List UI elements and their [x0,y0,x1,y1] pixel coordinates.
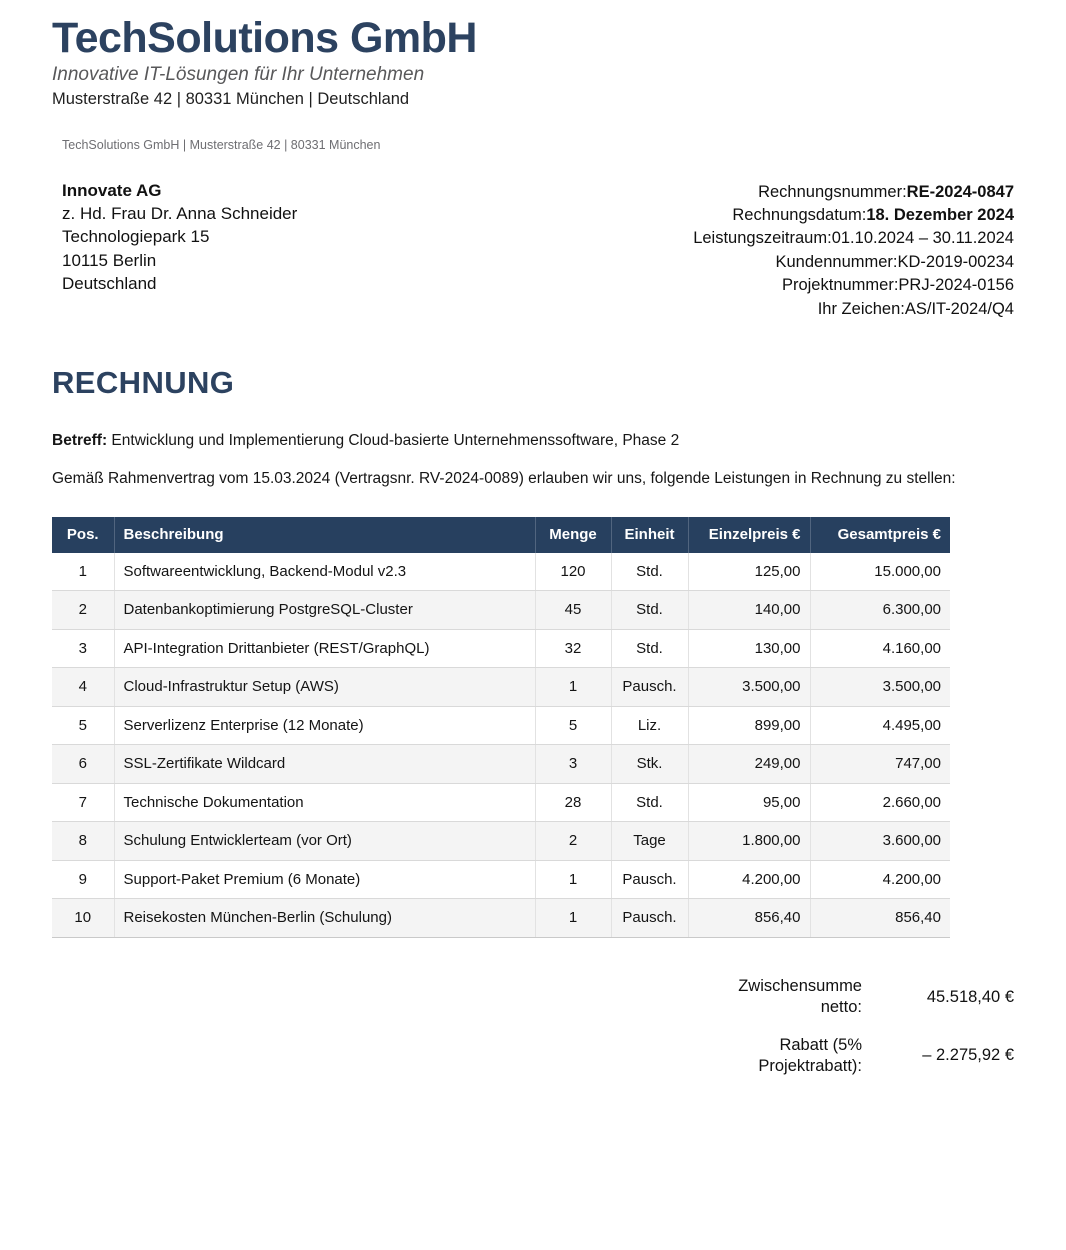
cell-quantity: 3 [535,745,611,784]
table-row [52,553,950,591]
recipient-country: Deutschland [62,274,157,294]
address-and-meta-block [52,179,1014,322]
cell-description: Schulung Entwicklerteam (vor Ort) [114,822,535,861]
cell-unit-price: 3.500,00 [688,668,810,707]
subject-label: Betreff: [52,432,108,450]
cell-unit: Std. [611,553,688,591]
cell-quantity: 5 [535,706,611,745]
cell-total: 747,00 [810,745,950,784]
cell-quantity: 45 [535,591,611,630]
meta-your-reference [693,298,1014,321]
table-row [52,629,950,668]
meta-project-number [693,274,1014,297]
column-header-unit: Einheit [611,517,688,553]
cell-total: 6.300,00 [810,591,950,630]
cell-unit: Std. [611,591,688,630]
cell-unit-price: 4.200,00 [688,860,810,899]
column-header-quantity: Menge [535,517,611,553]
column-header-description: Beschreibung [114,517,535,553]
cell-pos: 7 [52,783,114,822]
cell-description: Support-Paket Premium (6 Monate) [114,860,535,899]
cell-unit-price: 140,00 [688,591,810,630]
meta-customer-number [693,251,1014,274]
cell-quantity: 120 [535,553,611,591]
table-row [52,668,950,707]
recipient-name: Innovate AG [62,180,162,200]
cell-description: Technische Dokumentation [114,783,535,822]
meta-your-reference-value: AS/IT-2024/Q4 [904,299,1014,318]
table-row [52,591,950,630]
cell-unit: Pausch. [611,899,688,938]
company-name: TechSolutions GmbH [52,14,477,62]
meta-customer-number-label: Kundennummer: [775,252,898,271]
cell-total: 2.660,00 [810,783,950,822]
cell-pos: 3 [52,629,114,668]
cell-unit: Pausch. [611,860,688,899]
cell-total: 856,40 [810,899,950,938]
cell-description: Reisekosten München-Berlin (Schulung) [114,899,535,938]
totals-row-subtotal [738,968,1014,1027]
cell-total: 4.200,00 [810,860,950,899]
recipient-street: Technologiepark 15 [62,227,210,247]
cell-description: Datenbankoptimierung PostgreSQL-Cluster [114,591,535,630]
cell-unit-price: 899,00 [688,706,810,745]
cell-pos: 8 [52,822,114,861]
totals-value-subtotal: 45.518,40 € [926,987,1014,1006]
meta-project-number-value: PRJ-2024-0156 [898,276,1014,295]
cell-pos: 2 [52,591,114,630]
cell-quantity: 32 [535,629,611,668]
cell-total: 4.495,00 [810,706,950,745]
cell-quantity: 1 [535,860,611,899]
cell-quantity: 28 [535,783,611,822]
cell-unit: Liz. [611,706,688,745]
column-header-total-price: Gesamtpreis € [810,517,950,553]
cell-unit-price: 856,40 [688,899,810,938]
page-title: RECHNUNG [52,365,235,401]
meta-customer-number-value: KD-2019-00234 [897,252,1014,271]
table-header-row [52,517,950,553]
meta-your-reference-label: Ihr Zeichen: [817,299,905,318]
column-header-pos: Pos. [52,517,114,553]
cell-description: API-Integration Drittanbieter (REST/GraphQL) [114,629,535,668]
line-items-body [52,553,950,938]
cell-unit-price: 125,00 [688,553,810,591]
subject-line [52,431,1014,452]
cell-description: Softwareentwicklung, Backend-Modul v2.3 [114,553,535,591]
cell-quantity: 1 [535,899,611,938]
table-row [52,783,950,822]
totals-label-subtotal: Zwischensumme netto: [738,976,862,1017]
totals-table [738,968,1014,1086]
cell-pos: 6 [52,745,114,784]
meta-invoice-date-label: Rechnungsdatum: [732,206,867,224]
cell-unit: Std. [611,629,688,668]
cell-pos: 4 [52,668,114,707]
meta-service-period [693,227,1014,250]
cell-pos: 9 [52,860,114,899]
totals-label-discount: Rabatt (5% Projektrabatt): [758,1035,862,1076]
totals-row-discount [738,1027,1014,1086]
table-row [52,822,950,861]
meta-invoice-date [693,204,1014,227]
cell-pos: 10 [52,899,114,938]
cell-unit: Tage [611,822,688,861]
line-items-table [52,517,950,938]
cell-quantity: 1 [535,668,611,707]
cell-unit-price: 130,00 [688,629,810,668]
cell-total: 3.500,00 [810,668,950,707]
recipient-attention: z. Hd. Frau Dr. Anna Schneider [62,204,298,224]
table-row [52,706,950,745]
table-row [52,899,950,938]
company-tagline: Innovative IT-Lösungen für Ihr Unternehmen [52,64,425,86]
totals-value-discount: – 2.275,92 € [922,1046,1014,1065]
meta-service-period-label: Leistungszeitraum: [693,229,832,248]
cell-total: 15.000,00 [810,553,950,591]
meta-invoice-number-label: Rechnungsnummer: [758,182,907,201]
cell-unit-price: 1.800,00 [688,822,810,861]
cell-pos: 5 [52,706,114,745]
table-row [52,860,950,899]
table-row [52,745,950,784]
letterhead [52,14,1014,153]
company-address: Musterstraße 42 | 80331 München | Deutschland [52,89,410,108]
cell-description: Serverlizenz Enterprise (12 Monate) [114,706,535,745]
recipient-address [62,179,297,296]
meta-service-period-value: 01.10.2024 – 30.11.2024 [831,229,1014,248]
cell-unit: Std. [611,783,688,822]
subject-text: Entwicklung und Implementierung Cloud-basierte Unternehmenssoftware, Phase 2 [107,432,680,450]
cell-unit: Stk. [611,745,688,784]
cell-total: 3.600,00 [810,822,950,861]
recipient-city: 10115 Berlin [62,250,157,270]
meta-invoice-number [693,181,1014,204]
meta-project-number-label: Projektnummer: [781,276,899,295]
cell-quantity: 2 [535,822,611,861]
column-header-unit-price: Einzelpreis € [688,517,810,553]
meta-invoice-date-value: 18. Dezember 2024 [866,206,1014,224]
cell-unit-price: 95,00 [688,783,810,822]
cell-description: Cloud-Infrastruktur Setup (AWS) [114,668,535,707]
cell-description: SSL-Zertifikate Wildcard [114,745,535,784]
cell-unit: Pausch. [611,668,688,707]
cell-total: 4.160,00 [810,629,950,668]
invoice-meta [693,179,1014,322]
cell-pos: 1 [52,553,114,591]
meta-invoice-number-value: RE-2024-0847 [906,182,1014,201]
cell-unit-price: 249,00 [688,745,810,784]
intro-paragraph: Gemäß Rahmenvertrag vom 15.03.2024 (Vertragsnr. RV-2024-0089) erlauben wir uns, folgende Leistungen in Rechnung zu stellen: [52,470,956,488]
return-address-line: TechSolutions GmbH | Musterstraße 42 | 80331 München [62,137,381,152]
